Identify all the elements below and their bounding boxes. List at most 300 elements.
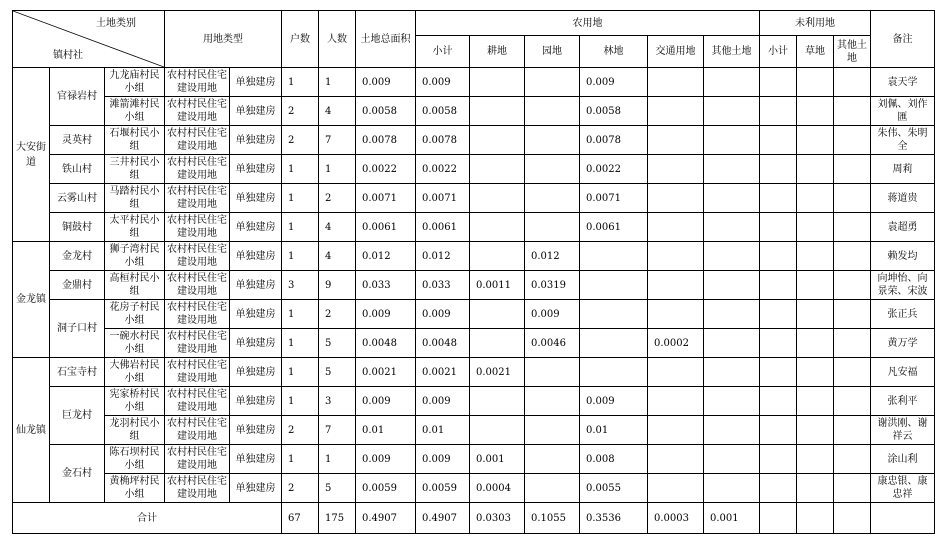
total-area-cell: 0.0022 (356, 155, 416, 184)
agri-forest-cell: 0.0061 (580, 213, 648, 242)
village-cell: 金石村 (50, 445, 105, 503)
agri-arable-cell: 0.001 (470, 445, 525, 474)
agri-traffic-cell (648, 416, 704, 445)
agri-arable-cell (470, 329, 525, 358)
agri-forest-cell: 0.0071 (580, 184, 648, 213)
agri-traffic-cell (648, 213, 704, 242)
agri-forest-cell (580, 271, 648, 300)
agri-forest-cell (580, 358, 648, 387)
agri-other-cell (704, 445, 760, 474)
total-area-cell: 0.009 (356, 445, 416, 474)
unused-subtotal-cell (760, 387, 797, 416)
agri-subtotal-cell: 0.012 (416, 242, 470, 271)
households-cell: 1 (282, 358, 319, 387)
agri-other-cell (704, 213, 760, 242)
agri-traffic-cell (648, 474, 704, 503)
agri-forest-cell: 0.0022 (580, 155, 648, 184)
header-agri-forest: 林地 (580, 36, 648, 68)
village-cell: 铜鼓村 (50, 213, 105, 242)
totals-remark (871, 503, 935, 534)
build-type-cell: 单独建房 (230, 300, 282, 329)
unused-other-cell (834, 271, 871, 300)
agri-subtotal-cell: 0.0022 (416, 155, 470, 184)
agri-arable-cell (470, 300, 525, 329)
agri-other-cell (704, 155, 760, 184)
table-row (13, 445, 935, 474)
unused-subtotal-cell (760, 474, 797, 503)
agri-forest-cell: 0.009 (580, 387, 648, 416)
group-cell: 三井村民小组 (105, 155, 165, 184)
agri-subtotal-cell: 0.009 (416, 387, 470, 416)
header-corner-bottom: 镇村社 (53, 50, 83, 61)
agri-traffic-cell (648, 242, 704, 271)
agri-garden-cell (525, 155, 580, 184)
build-type-cell: 单独建房 (230, 155, 282, 184)
land-use-cell: 农村村民住宅建设用地 (165, 126, 230, 155)
agri-garden-cell (525, 97, 580, 126)
build-type-cell: 单独建房 (230, 68, 282, 97)
land-use-cell: 农村村民住宅建设用地 (165, 184, 230, 213)
agri-forest-cell: 0.009 (580, 68, 648, 97)
village-cell: 金鼎村 (50, 271, 105, 300)
agri-garden-cell (525, 474, 580, 503)
totals-unused-subtotal (760, 503, 797, 534)
total-area-cell: 0.01 (356, 416, 416, 445)
unused-other-cell (834, 329, 871, 358)
build-type-cell: 单独建房 (230, 242, 282, 271)
households-cell: 1 (282, 242, 319, 271)
persons-cell: 5 (319, 329, 356, 358)
agri-other-cell (704, 329, 760, 358)
header-agri-arable: 耕地 (470, 36, 525, 68)
unused-grass-cell (797, 445, 834, 474)
agri-other-cell (704, 97, 760, 126)
land-use-cell: 农村村民住宅建设用地 (165, 271, 230, 300)
agri-garden-cell (525, 358, 580, 387)
unused-grass-cell (797, 184, 834, 213)
households-cell: 1 (282, 184, 319, 213)
total-area-cell: 0.0048 (356, 329, 416, 358)
agri-traffic-cell (648, 387, 704, 416)
village-cell: 石宝寺村 (50, 358, 105, 387)
persons-cell: 4 (319, 242, 356, 271)
agri-arable-cell (470, 213, 525, 242)
unused-other-cell (834, 474, 871, 503)
agri-forest-cell: 0.008 (580, 445, 648, 474)
remark-cell: 张正兵 (871, 300, 935, 329)
agri-subtotal-cell: 0.009 (416, 68, 470, 97)
town-cell: 大安街道 (13, 68, 50, 242)
total-area-cell: 0.009 (356, 387, 416, 416)
header-persons: 人数 (319, 11, 356, 68)
land-use-cell: 农村村民住宅建设用地 (165, 97, 230, 126)
persons-cell: 5 (319, 474, 356, 503)
group-cell: 陈石坝村民小组 (105, 445, 165, 474)
agri-forest-cell: 0.01 (580, 416, 648, 445)
persons-cell: 2 (319, 184, 356, 213)
unused-grass-cell (797, 474, 834, 503)
header-corner-cell (13, 11, 165, 68)
agri-traffic-cell (648, 184, 704, 213)
agri-traffic-cell (648, 358, 704, 387)
remark-cell: 向坤怡、向景荣、宋波 (871, 271, 935, 300)
unused-other-cell (834, 242, 871, 271)
land-use-cell: 农村村民住宅建设用地 (165, 445, 230, 474)
village-cell: 洞子口村 (50, 300, 105, 358)
persons-cell: 7 (319, 126, 356, 155)
agri-traffic-cell (648, 97, 704, 126)
agri-garden-cell (525, 445, 580, 474)
totals-agri-subtotal: 0.4907 (416, 503, 470, 534)
households-cell: 2 (282, 97, 319, 126)
remark-cell: 袁超勇 (871, 213, 935, 242)
agri-subtotal-cell: 0.01 (416, 416, 470, 445)
agri-arable-cell: 0.0021 (470, 358, 525, 387)
table-row (13, 387, 935, 416)
village-cell: 官禄岩村 (50, 68, 105, 126)
unused-subtotal-cell (760, 358, 797, 387)
agri-subtotal-cell: 0.0059 (416, 474, 470, 503)
land-use-cell: 农村村民住宅建设用地 (165, 474, 230, 503)
agri-other-cell (704, 300, 760, 329)
build-type-cell: 单独建房 (230, 445, 282, 474)
agri-garden-cell: 0.0319 (525, 271, 580, 300)
unused-other-cell (834, 416, 871, 445)
persons-cell: 4 (319, 213, 356, 242)
build-type-cell: 单独建房 (230, 97, 282, 126)
households-cell: 1 (282, 68, 319, 97)
unused-grass-cell (797, 242, 834, 271)
total-area-cell: 0.0071 (356, 184, 416, 213)
remark-cell: 康忠银、康忠祥 (871, 474, 935, 503)
build-type-cell: 单独建房 (230, 126, 282, 155)
group-cell: 一碗水村民小组 (105, 329, 165, 358)
total-area-cell: 0.033 (356, 271, 416, 300)
persons-cell: 1 (319, 68, 356, 97)
households-cell: 1 (282, 445, 319, 474)
remark-cell: 张利平 (871, 387, 935, 416)
land-use-cell: 农村村民住宅建设用地 (165, 155, 230, 184)
header-total-area: 土地总面积 (356, 11, 416, 68)
table-row (13, 416, 935, 445)
table-row (13, 184, 935, 213)
total-area-cell: 0.009 (356, 300, 416, 329)
agri-subtotal-cell: 0.0048 (416, 329, 470, 358)
unused-grass-cell (797, 300, 834, 329)
town-cell: 金龙镇 (13, 242, 50, 358)
totals-households: 67 (282, 503, 319, 534)
persons-cell: 5 (319, 358, 356, 387)
total-area-cell: 0.0021 (356, 358, 416, 387)
totals-agri-traffic: 0.0003 (648, 503, 704, 534)
total-area-cell: 0.012 (356, 242, 416, 271)
header-remark: 备注 (871, 11, 935, 68)
persons-cell: 9 (319, 271, 356, 300)
land-use-cell: 农村村民住宅建设用地 (165, 329, 230, 358)
unused-other-cell (834, 126, 871, 155)
agri-garden-cell (525, 68, 580, 97)
total-area-cell: 0.0061 (356, 213, 416, 242)
town-cell: 仙龙镇 (13, 358, 50, 503)
build-type-cell: 单独建房 (230, 213, 282, 242)
agri-other-cell (704, 387, 760, 416)
unused-grass-cell (797, 68, 834, 97)
agri-arable-cell (470, 242, 525, 271)
build-type-cell: 单独建房 (230, 271, 282, 300)
households-cell: 1 (282, 329, 319, 358)
unused-other-cell (834, 387, 871, 416)
households-cell: 1 (282, 300, 319, 329)
table-body (13, 68, 935, 503)
agri-garden-cell (525, 126, 580, 155)
total-area-cell: 0.009 (356, 68, 416, 97)
agri-garden-cell: 0.009 (525, 300, 580, 329)
unused-grass-cell (797, 416, 834, 445)
header-agricultural-land: 农用地 (416, 11, 760, 36)
unused-subtotal-cell (760, 184, 797, 213)
unused-grass-cell (797, 387, 834, 416)
persons-cell: 3 (319, 387, 356, 416)
households-cell: 3 (282, 271, 319, 300)
households-cell: 1 (282, 387, 319, 416)
unused-subtotal-cell (760, 300, 797, 329)
unused-grass-cell (797, 155, 834, 184)
land-use-cell: 农村村民住宅建设用地 (165, 242, 230, 271)
build-type-cell: 单独建房 (230, 387, 282, 416)
agri-garden-cell (525, 387, 580, 416)
unused-subtotal-cell (760, 329, 797, 358)
agri-subtotal-cell: 0.0078 (416, 126, 470, 155)
agri-traffic-cell (648, 155, 704, 184)
unused-subtotal-cell (760, 416, 797, 445)
header-corner-top: 土地类别 (96, 18, 137, 29)
table-row (13, 213, 935, 242)
totals-label: 合计 (13, 503, 282, 534)
table-row (13, 329, 935, 358)
header-agri-traffic: 交通用地 (648, 36, 704, 68)
land-use-table-container (12, 10, 928, 540)
agri-arable-cell: 0.0011 (470, 271, 525, 300)
agri-arable-cell (470, 68, 525, 97)
group-cell: 滩箭滩村民小组 (105, 97, 165, 126)
table-row (13, 97, 935, 126)
agri-other-cell (704, 474, 760, 503)
agri-garden-cell (525, 416, 580, 445)
remark-cell: 涂山利 (871, 445, 935, 474)
agri-traffic-cell (648, 445, 704, 474)
unused-other-cell (834, 68, 871, 97)
table-row (13, 68, 935, 97)
group-cell: 马踏村民小组 (105, 184, 165, 213)
header-agri-subtotal: 小计 (416, 36, 470, 68)
totals-agri-garden: 0.1055 (525, 503, 580, 534)
agri-subtotal-cell: 0.009 (416, 300, 470, 329)
header-unused-other: 其他土地 (834, 36, 871, 68)
unused-other-cell (834, 358, 871, 387)
agri-traffic-cell (648, 126, 704, 155)
agri-other-cell (704, 358, 760, 387)
unused-other-cell (834, 184, 871, 213)
agri-traffic-cell: 0.0002 (648, 329, 704, 358)
unused-subtotal-cell (760, 155, 797, 184)
unused-grass-cell (797, 329, 834, 358)
land-use-cell: 农村村民住宅建设用地 (165, 387, 230, 416)
table-row (13, 126, 935, 155)
village-cell: 云雾山村 (50, 184, 105, 213)
agri-arable-cell (470, 155, 525, 184)
group-cell: 黄桷坪村民小组 (105, 474, 165, 503)
land-use-cell: 农村村民住宅建设用地 (165, 68, 230, 97)
totals-row (13, 503, 935, 534)
table-row (13, 242, 935, 271)
table-row (13, 300, 935, 329)
land-use-cell: 农村村民住宅建设用地 (165, 358, 230, 387)
agri-forest-cell (580, 242, 648, 271)
land-use-table (12, 10, 935, 534)
agri-forest-cell (580, 300, 648, 329)
village-cell: 铁山村 (50, 155, 105, 184)
agri-other-cell (704, 271, 760, 300)
unused-other-cell (834, 155, 871, 184)
totals-agri-arable: 0.0303 (470, 503, 525, 534)
persons-cell: 1 (319, 155, 356, 184)
unused-subtotal-cell (760, 271, 797, 300)
group-cell: 宪家桥村民小组 (105, 387, 165, 416)
agri-garden-cell (525, 213, 580, 242)
agri-arable-cell (470, 97, 525, 126)
persons-cell: 1 (319, 445, 356, 474)
total-area-cell: 0.0058 (356, 97, 416, 126)
agri-subtotal-cell: 0.0061 (416, 213, 470, 242)
agri-traffic-cell (648, 300, 704, 329)
table-row (13, 271, 935, 300)
village-cell: 金龙村 (50, 242, 105, 271)
build-type-cell: 单独建房 (230, 416, 282, 445)
agri-subtotal-cell: 0.033 (416, 271, 470, 300)
group-cell: 石堰村民小组 (105, 126, 165, 155)
households-cell: 2 (282, 126, 319, 155)
land-use-cell: 农村村民住宅建设用地 (165, 300, 230, 329)
agri-other-cell (704, 184, 760, 213)
remark-cell: 袁天学 (871, 68, 935, 97)
village-cell: 巨龙村 (50, 387, 105, 445)
unused-subtotal-cell (760, 445, 797, 474)
agri-forest-cell: 0.0055 (580, 474, 648, 503)
households-cell: 1 (282, 155, 319, 184)
header-unused-subtotal: 小计 (760, 36, 797, 68)
agri-other-cell (704, 68, 760, 97)
unused-other-cell (834, 300, 871, 329)
agri-forest-cell (580, 329, 648, 358)
group-cell: 太平村民小组 (105, 213, 165, 242)
remark-cell: 谢洪刚、谢祥云 (871, 416, 935, 445)
persons-cell: 2 (319, 300, 356, 329)
agri-traffic-cell (648, 68, 704, 97)
total-area-cell: 0.0059 (356, 474, 416, 503)
unused-grass-cell (797, 126, 834, 155)
remark-cell: 黄万学 (871, 329, 935, 358)
agri-arable-cell (470, 416, 525, 445)
agri-arable-cell (470, 387, 525, 416)
agri-traffic-cell (648, 271, 704, 300)
agri-subtotal-cell: 0.0021 (416, 358, 470, 387)
unused-other-cell (834, 213, 871, 242)
persons-cell: 7 (319, 416, 356, 445)
table-row (13, 155, 935, 184)
remark-cell: 赖发均 (871, 242, 935, 271)
group-cell: 龙羽村民小组 (105, 416, 165, 445)
agri-subtotal-cell: 0.0058 (416, 97, 470, 126)
agri-arable-cell (470, 184, 525, 213)
agri-subtotal-cell: 0.009 (416, 445, 470, 474)
unused-grass-cell (797, 213, 834, 242)
group-cell: 花房子村民小组 (105, 300, 165, 329)
totals-total-area: 0.4907 (356, 503, 416, 534)
build-type-cell: 单独建房 (230, 329, 282, 358)
group-cell: 高桓村民小组 (105, 271, 165, 300)
unused-grass-cell (797, 97, 834, 126)
header-land-use-type: 用地类型 (165, 11, 282, 68)
remark-cell: 刘佩、刘作匯 (871, 97, 935, 126)
remark-cell: 周莉 (871, 155, 935, 184)
group-cell: 大佛岩村民小组 (105, 358, 165, 387)
table-row (13, 358, 935, 387)
unused-grass-cell (797, 358, 834, 387)
build-type-cell: 单独建房 (230, 358, 282, 387)
agri-forest-cell: 0.0058 (580, 97, 648, 126)
remark-cell: 凡安福 (871, 358, 935, 387)
header-households: 户数 (282, 11, 319, 68)
group-cell: 狮子湾村民小组 (105, 242, 165, 271)
land-use-cell: 农村村民住宅建设用地 (165, 416, 230, 445)
unused-subtotal-cell (760, 213, 797, 242)
remark-cell: 蒋道贵 (871, 184, 935, 213)
totals-persons: 175 (319, 503, 356, 534)
header-unused-land: 未利用地 (760, 11, 871, 36)
remark-cell: 朱伟、朱明全 (871, 126, 935, 155)
header-agri-other: 其他土地 (704, 36, 760, 68)
agri-forest-cell: 0.0078 (580, 126, 648, 155)
totals-unused-other (834, 503, 871, 534)
header-unused-grass: 草地 (797, 36, 834, 68)
households-cell: 2 (282, 416, 319, 445)
agri-other-cell (704, 242, 760, 271)
build-type-cell: 单独建房 (230, 184, 282, 213)
agri-subtotal-cell: 0.0071 (416, 184, 470, 213)
agri-other-cell (704, 416, 760, 445)
households-cell: 2 (282, 474, 319, 503)
table-row (13, 474, 935, 503)
persons-cell: 4 (319, 97, 356, 126)
unused-subtotal-cell (760, 97, 797, 126)
unused-subtotal-cell (760, 126, 797, 155)
total-area-cell: 0.0078 (356, 126, 416, 155)
unused-subtotal-cell (760, 242, 797, 271)
group-cell: 九龙庙村民小组 (105, 68, 165, 97)
agri-garden-cell (525, 184, 580, 213)
agri-other-cell (704, 126, 760, 155)
agri-garden-cell: 0.012 (525, 242, 580, 271)
agri-arable-cell: 0.0004 (470, 474, 525, 503)
build-type-cell: 单独建房 (230, 474, 282, 503)
totals-agri-forest: 0.3536 (580, 503, 648, 534)
unused-subtotal-cell (760, 68, 797, 97)
totals-agri-other: 0.001 (704, 503, 760, 534)
agri-garden-cell: 0.0046 (525, 329, 580, 358)
unused-other-cell (834, 445, 871, 474)
agri-arable-cell (470, 126, 525, 155)
village-cell: 灵英村 (50, 126, 105, 155)
